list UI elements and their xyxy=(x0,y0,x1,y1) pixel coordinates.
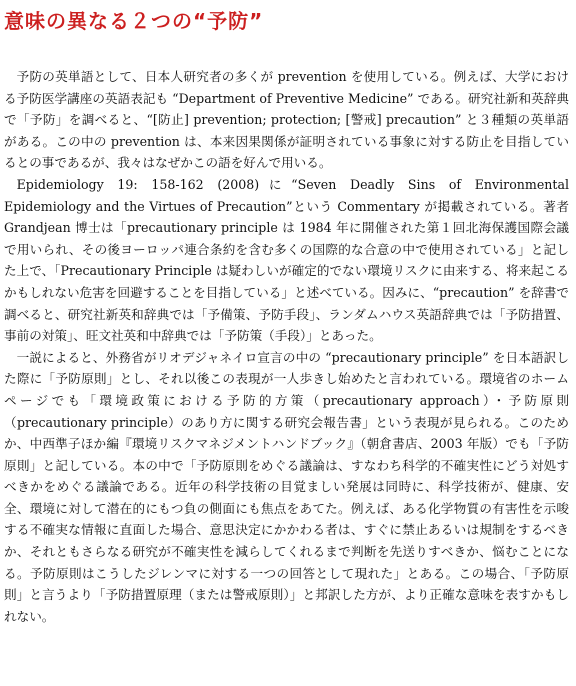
paragraph: 一説によると、外務省がリオデジャネイロ宣言の中の “precautionary principle” を日本語訳した際に「予防原則」とし、それ以後この表現が一人歩きし始めたと言われている。環境省のホームページでも「環境政策における予防的方策（precautionary approach）・予防原則（precautionary principle）のあり方に関する研究会報告書」という表現が見られる。このためか、中西準子ほか編『環境リスクマネジメントハンドブック』（朝倉書店、2003 年版）でも「予防原則」と記している。本の中で「予防原則をめぐる議論は、すなわち科学的不確実性にどう対処すべきかをめぐる議論である。近年の科学技術の目覚ましい発展は同時に、科学技術が、健康、安全、環境に対して潜在的にもつ負の側面にも焦点をあてた。例えば、ある化学物質の有害性を示唆する不確実な情報に直面した場合、意思決定にかかわる者は、すぐに禁止あるいは規制をするべきか、それともさらなる研究が不確実性を減らしてくれるまで判断を先送りすべきか、悩むことになる。予防原則はこうしたジレンマに対する一つの回答として現れた」とある。この場合、「予防原則」と言うより「予防措置原理（または警戒原則）」と邦訳した方が、より正確な意味を表すかもしれない。 xyxy=(4,349,570,624)
article-title: 意味の異なる２つの“予防” xyxy=(4,9,264,33)
article-body xyxy=(4,66,569,627)
paragraph: Epidemiology 19: 158-162 (2008)に“Seven Deadly Sins of Environmental Epidemiology and the Virtues of Precaution”という Commentary が掲載されている。著者 Grandjean 博士は「precautionary principle は 1984 年に開催された第１回北海保護国際会議で用いられ、その後ヨーロッパ連合条約を含む多くの国際的な合意の中で使用されている」と記した上で、「Precautionary Principle は疑わしいが確定的でない環境リスクに由来する、将来起こるかもしれない危害を回避することを目指している」と述べている。因みに、“precaution” を辞書で調べると、研究社新英和辞典では「予備策、予防手段」、ランダムハウス英語辞典では「予防措置、事前の対策」、旺文社英和中辞典では「予防策（手段）」とあった。 xyxy=(4,176,569,344)
paragraph: 予防の英単語として、日本人研究者の多くが prevention を使用している。例えば、大学における予防医学講座の英語表記も “Department of Preventive Medicine” である。研究社新和英辞典で「予防」を調べると、“[防止] prevention; protection; [警戒] precaution” と３種類の英単語がある。この中の prevention は、本来因果関係が証明されている事象に対する防止を目指しているとの事であるが、我々はなぜかこの語を好んで用いる。 xyxy=(4,69,569,171)
